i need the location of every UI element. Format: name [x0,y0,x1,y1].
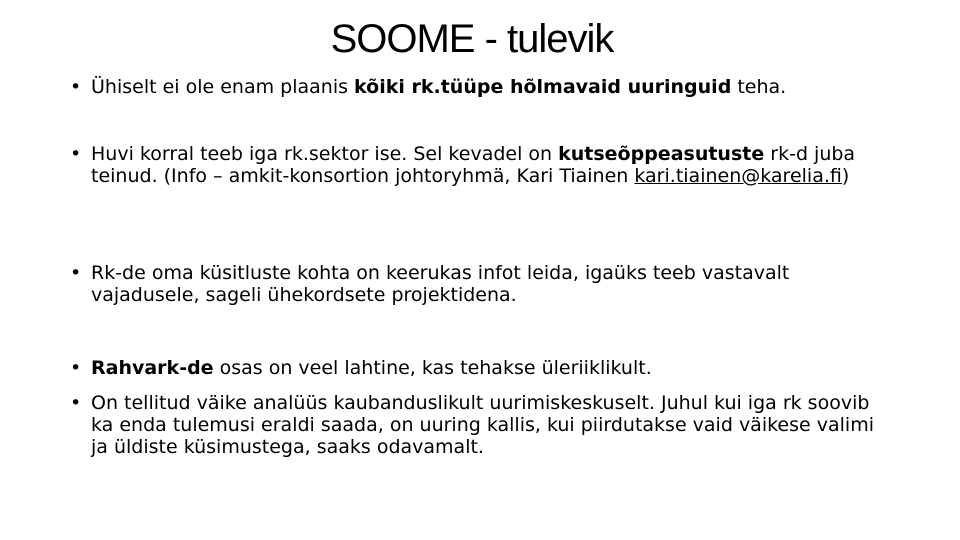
bullet-item-2 [70,143,890,187]
bullet-text-part: Huvi korral teeb iga rk.sektor ise. Sel kevadel on [91,143,559,165]
bullet-text-part: Ühiselt ei ole enam plaanis [91,76,355,98]
bullet-item-5 [70,392,890,458]
slide-title: SOOME - tulevik [330,17,614,61]
bullet-bold-text: kõiki rk.tüüpe hõlmavaid uuringuid [354,76,732,98]
bullet-text-part: ) [841,165,850,187]
bullet-item-4 [70,357,890,379]
bullet-item-1 [70,76,890,98]
bullet-bold-text: Rahvark-de [91,357,214,379]
bullet-text: On tellitud väike analüüs kaubanduslikult uurimiskeskuselt. Juhul kui iga rk soovib ka enda tulemusi eraldi saada, on uuring kallis, kui piirdutakse vaid väikese valimi ja üldiste küsimustega, saaks odavamalt. [91,392,874,458]
bullet-bold-text: kutseõppeasutuste [558,143,765,165]
bullet-text-part: teha. [731,76,787,98]
bullet-item-3 [70,262,890,306]
bullet-dot: • [70,357,82,379]
bullet-dot: • [70,262,82,284]
email-link[interactable]: kari.tiainen@karelia.fi [634,165,842,187]
bullet-text-part: osas on veel lahtine, kas tehakse üleriiklikult. [213,357,652,379]
bullet-text [91,76,890,98]
bullet-dot: • [70,76,82,98]
bullet-text [91,357,890,379]
bullet-text: Rk-de oma küsitluste kohta on keerukas infot leida, igaüks teeb vastavalt vajadusele, sageli ühekordsete projektidena. [91,262,790,306]
bullet-text [91,143,890,187]
bullet-dot: • [70,143,82,165]
bullet-dot: • [70,392,82,414]
bullet-text-part: rk-d juba teinud. (Info – amkit-konsortion johtoryhmä, Kari Tiainen [91,143,856,187]
